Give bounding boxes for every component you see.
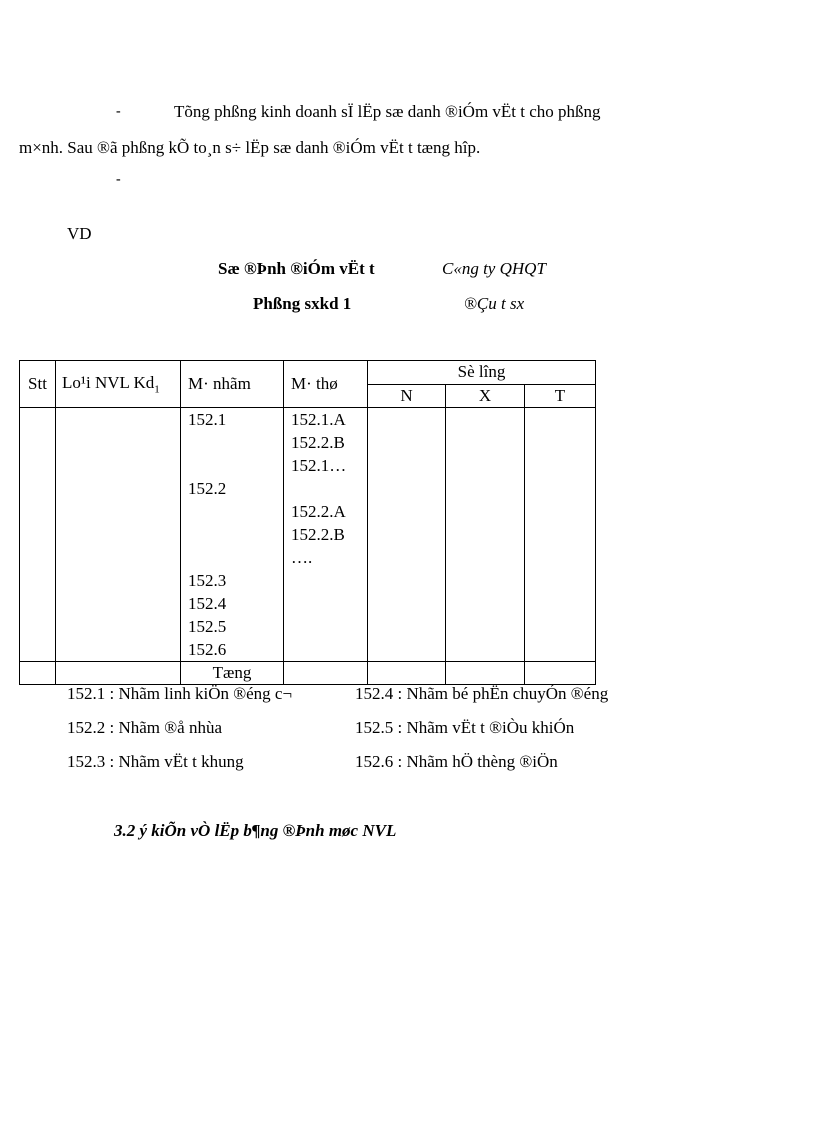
body-x [446, 408, 525, 662]
detail-code: 152.1.A [291, 410, 346, 429]
body-group-codes [181, 408, 284, 662]
legend-item: 152.3 : Nhãm vËt t khung [67, 752, 244, 771]
detail-code [284, 638, 367, 661]
section-heading: 3.2 ý kiÕn vÒ lËp b¶ng ®Þnh møc NVL [114, 821, 397, 840]
group-code: 152.2 [188, 479, 227, 498]
group-code: 152.1 [188, 410, 227, 429]
total-t [525, 662, 596, 685]
bullet-dash-2: - [116, 172, 121, 187]
legend-item: 152.2 : Nhãm ®å nhùa [67, 718, 223, 737]
legend-item: 152.5 : Nhãm vËt t ®iÒu khiÓn [355, 718, 575, 737]
materials-table [19, 360, 596, 685]
total-stt [20, 662, 56, 685]
body-stt [20, 408, 56, 662]
group-code: 152.4 [188, 594, 227, 613]
group-code [181, 431, 283, 454]
group-code: 152.5 [188, 617, 227, 636]
total-n [368, 662, 446, 685]
group-code [181, 546, 283, 569]
book-title: Sæ ®Þnh ®iÓm vËt t [218, 259, 375, 278]
group-code [181, 454, 283, 477]
header-n: N [368, 384, 446, 408]
total-type [56, 662, 181, 685]
header-x: X [446, 384, 525, 408]
body-n [368, 408, 446, 662]
legend-item: 152.1 : Nhãm linh kiÖn ®éng c¬ [67, 684, 293, 703]
body-detail-codes [284, 408, 368, 662]
detail-code: 152.1… [291, 456, 347, 475]
detail-code [284, 592, 367, 615]
header-detail: M· thø [284, 361, 368, 408]
body-type [56, 408, 181, 662]
group-code: 152.6 [188, 640, 227, 659]
company-name: C«ng ty QHQT [442, 259, 546, 278]
legend-item: 152.6 : Nhãm hÖ thèng ®iÖn [355, 752, 558, 771]
detail-code: 152.2.A [291, 502, 346, 521]
detail-code [284, 569, 367, 592]
example-label: VD [67, 224, 92, 243]
detail-code: 152.2.B [291, 525, 345, 544]
header-group: M· nhãm [181, 361, 284, 408]
header-quantity: Sè lîng [368, 361, 596, 385]
header-stt: Stt [20, 361, 56, 408]
detail-code: …. [291, 548, 313, 567]
group-code [181, 523, 283, 546]
unit-name: ®Çu t sx [464, 294, 525, 313]
detail-code [284, 615, 367, 638]
header-type: Lo¹i NVL $Kd_1$ [56, 361, 181, 408]
group-code [181, 500, 283, 523]
total-x [446, 662, 525, 685]
intro-line-2: m×nh. Sau ®ã phßng kÕ to¸n s÷ lËp sæ danh ®iÓm vËt t tæng hîp. [19, 138, 481, 157]
bullet-dash-1: - [116, 104, 121, 119]
total-detail [284, 662, 368, 685]
legend-item: 152.4 : Nhãm bé phËn chuyÓn ®éng [355, 684, 609, 703]
department-name: Phßng sxkd 1 [253, 294, 352, 313]
body-t [525, 408, 596, 662]
header-t: T [525, 384, 596, 408]
total-label: Tæng [181, 662, 284, 685]
group-code: 152.3 [188, 571, 227, 590]
intro-line-1: Tõng phßng kinh doanh sÏ lËp sæ danh ®iÓm vËt t cho phßng [174, 102, 601, 121]
detail-code [284, 477, 367, 500]
detail-code: 152.2.B [291, 433, 345, 452]
